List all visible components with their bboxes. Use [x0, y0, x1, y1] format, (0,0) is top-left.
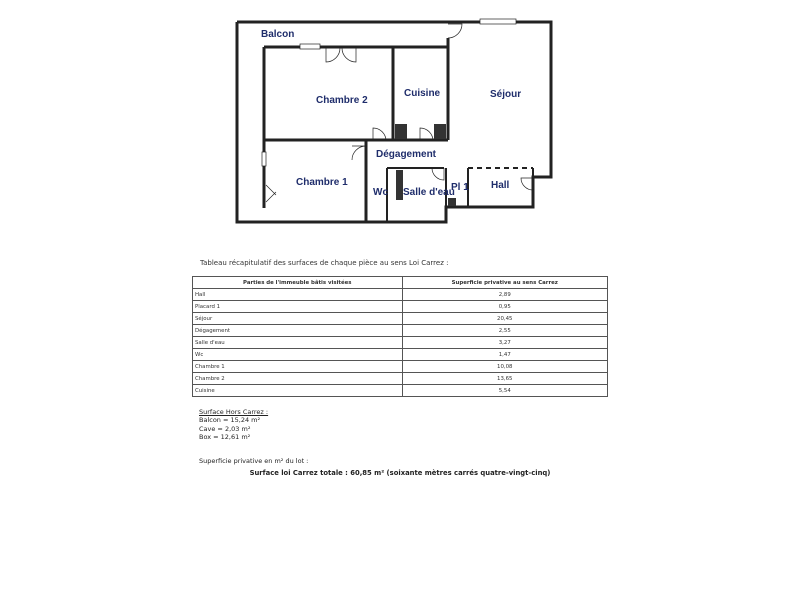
table-row	[193, 301, 608, 313]
room-chambre2: Chambre 2	[316, 95, 368, 106]
room-placard: Pl 1	[451, 182, 469, 193]
table-row	[193, 349, 608, 361]
row-name: Wc	[193, 349, 403, 361]
hors-carrez-title: Surface Hors Carrez :	[199, 408, 269, 416]
room-balcon: Balcon	[261, 29, 295, 40]
table-row	[193, 337, 608, 349]
room-wc: Wc	[373, 187, 388, 198]
carrez-total: Surface loi Carrez totale : 60,85 m² (soixante mètres carrés quatre-vingt-cinq)	[249, 469, 551, 477]
door-ch2-balcon-a	[326, 48, 340, 62]
table-intro: Tableau récapitulatif des surfaces de chaque pièce au sens Loi Carrez :	[200, 259, 449, 267]
table-header-row	[193, 277, 608, 289]
door-ch1-deg	[352, 146, 366, 160]
room-sejour: Séjour	[490, 89, 522, 100]
hors-carrez-block	[199, 408, 268, 441]
row-name: Placard 1	[193, 301, 403, 313]
floor-plan	[0, 0, 800, 240]
door-ch1-left	[266, 185, 276, 202]
row-value: 5,54	[402, 385, 607, 397]
table-row	[193, 313, 608, 325]
row-name: Dégagement	[193, 325, 403, 337]
row-value: 3,27	[402, 337, 607, 349]
row-name: Séjour	[193, 313, 403, 325]
row-value: 2,89	[402, 289, 607, 301]
header-surface: Superficie privative au sens Carrez	[402, 277, 607, 289]
row-name: Salle d'eau	[193, 337, 403, 349]
privative-label: Superficie privative en m² du lot :	[199, 457, 309, 465]
room-cuisine: Cuisine	[404, 88, 441, 99]
window-sejour	[480, 19, 516, 24]
door-ch2-balcon-b	[342, 48, 356, 62]
row-value: 1,47	[402, 349, 607, 361]
room-salle-eau: Salle d'eau	[403, 187, 455, 198]
row-value: 0,95	[402, 301, 607, 313]
door-sde-deg	[432, 168, 444, 180]
table-row	[193, 373, 608, 385]
window-balcon	[300, 44, 320, 49]
room-chambre1: Chambre 1	[296, 177, 348, 188]
hors-carrez-cave: Cave = 2,03 m²	[199, 424, 251, 433]
header-rooms: Parties de l'immeuble bâtis visitées	[193, 277, 403, 289]
hors-carrez-box: Box = 12,61 m²	[199, 432, 251, 441]
row-name: Hall	[193, 289, 403, 301]
row-name: Chambre 2	[193, 373, 403, 385]
fixture-sde	[448, 198, 456, 206]
window-chambre1	[262, 152, 266, 166]
surface-table	[192, 276, 608, 397]
door-hall	[521, 178, 533, 190]
table-row	[193, 385, 608, 397]
room-hall: Hall	[491, 180, 510, 191]
fixture-cuisine	[434, 124, 446, 139]
table-row	[193, 361, 608, 373]
row-value: 13,65	[402, 373, 607, 385]
room-degagement: Dégagement	[376, 149, 437, 160]
hors-carrez-balcon: Balcon = 15,24 m²	[199, 416, 261, 425]
row-value: 10,08	[402, 361, 607, 373]
row-value: 2,55	[402, 325, 607, 337]
table-row	[193, 325, 608, 337]
row-name: Chambre 1	[193, 361, 403, 373]
door-sejour-balcon	[448, 24, 462, 38]
fixture-wc	[396, 170, 403, 200]
fixture-ch2	[395, 124, 407, 139]
table-row	[193, 289, 608, 301]
row-name: Cuisine	[193, 385, 403, 397]
row-value: 20,45	[402, 313, 607, 325]
